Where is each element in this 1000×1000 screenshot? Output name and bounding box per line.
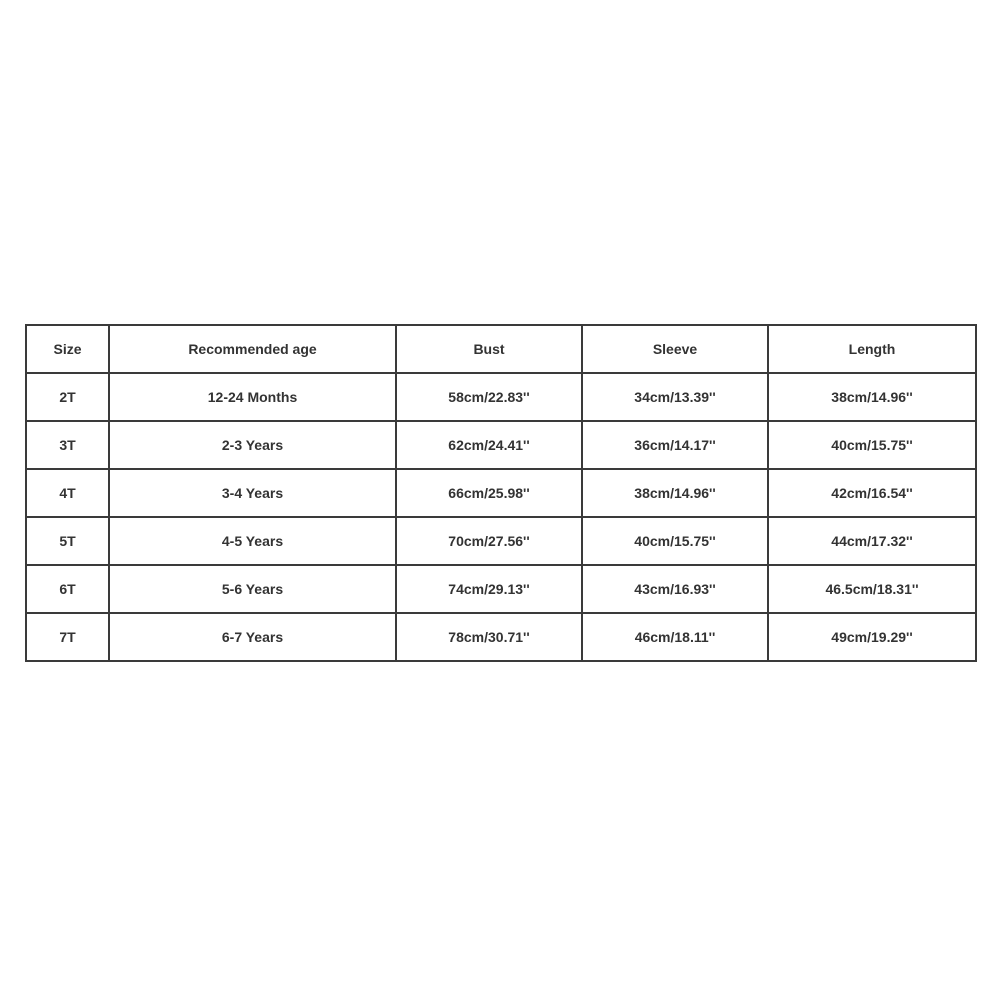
cell-recommended-age: 6-7 Years (109, 613, 396, 661)
cell-bust: 58cm/22.83'' (396, 373, 582, 421)
cell-sleeve: 34cm/13.39'' (582, 373, 768, 421)
cell-sleeve: 40cm/15.75'' (582, 517, 768, 565)
cell-bust: 74cm/29.13'' (396, 565, 582, 613)
table-row (26, 517, 976, 565)
cell-recommended-age: 4-5 Years (109, 517, 396, 565)
cell-size: 7T (26, 613, 109, 661)
table-row (26, 373, 976, 421)
size-chart-table (25, 324, 977, 662)
cell-length: 42cm/16.54'' (768, 469, 976, 517)
cell-bust: 78cm/30.71'' (396, 613, 582, 661)
table-row (26, 469, 976, 517)
header-bust: Bust (396, 325, 582, 373)
cell-recommended-age: 3-4 Years (109, 469, 396, 517)
cell-bust: 62cm/24.41'' (396, 421, 582, 469)
header-recommended-age: Recommended age (109, 325, 396, 373)
cell-length: 38cm/14.96'' (768, 373, 976, 421)
header-sleeve: Sleeve (582, 325, 768, 373)
cell-recommended-age: 12-24 Months (109, 373, 396, 421)
cell-length: 40cm/15.75'' (768, 421, 976, 469)
header-size: Size (26, 325, 109, 373)
cell-sleeve: 46cm/18.11'' (582, 613, 768, 661)
cell-sleeve: 38cm/14.96'' (582, 469, 768, 517)
cell-sleeve: 43cm/16.93'' (582, 565, 768, 613)
cell-size: 4T (26, 469, 109, 517)
cell-length: 44cm/17.32'' (768, 517, 976, 565)
table-row (26, 421, 976, 469)
cell-recommended-age: 2-3 Years (109, 421, 396, 469)
table-row (26, 565, 976, 613)
cell-length: 46.5cm/18.31'' (768, 565, 976, 613)
cell-recommended-age: 5-6 Years (109, 565, 396, 613)
cell-length: 49cm/19.29'' (768, 613, 976, 661)
header-length: Length (768, 325, 976, 373)
cell-size: 3T (26, 421, 109, 469)
cell-size: 2T (26, 373, 109, 421)
cell-size: 6T (26, 565, 109, 613)
cell-sleeve: 36cm/14.17'' (582, 421, 768, 469)
cell-bust: 70cm/27.56'' (396, 517, 582, 565)
cell-bust: 66cm/25.98'' (396, 469, 582, 517)
cell-size: 5T (26, 517, 109, 565)
header-row (26, 325, 976, 373)
table-row (26, 613, 976, 661)
